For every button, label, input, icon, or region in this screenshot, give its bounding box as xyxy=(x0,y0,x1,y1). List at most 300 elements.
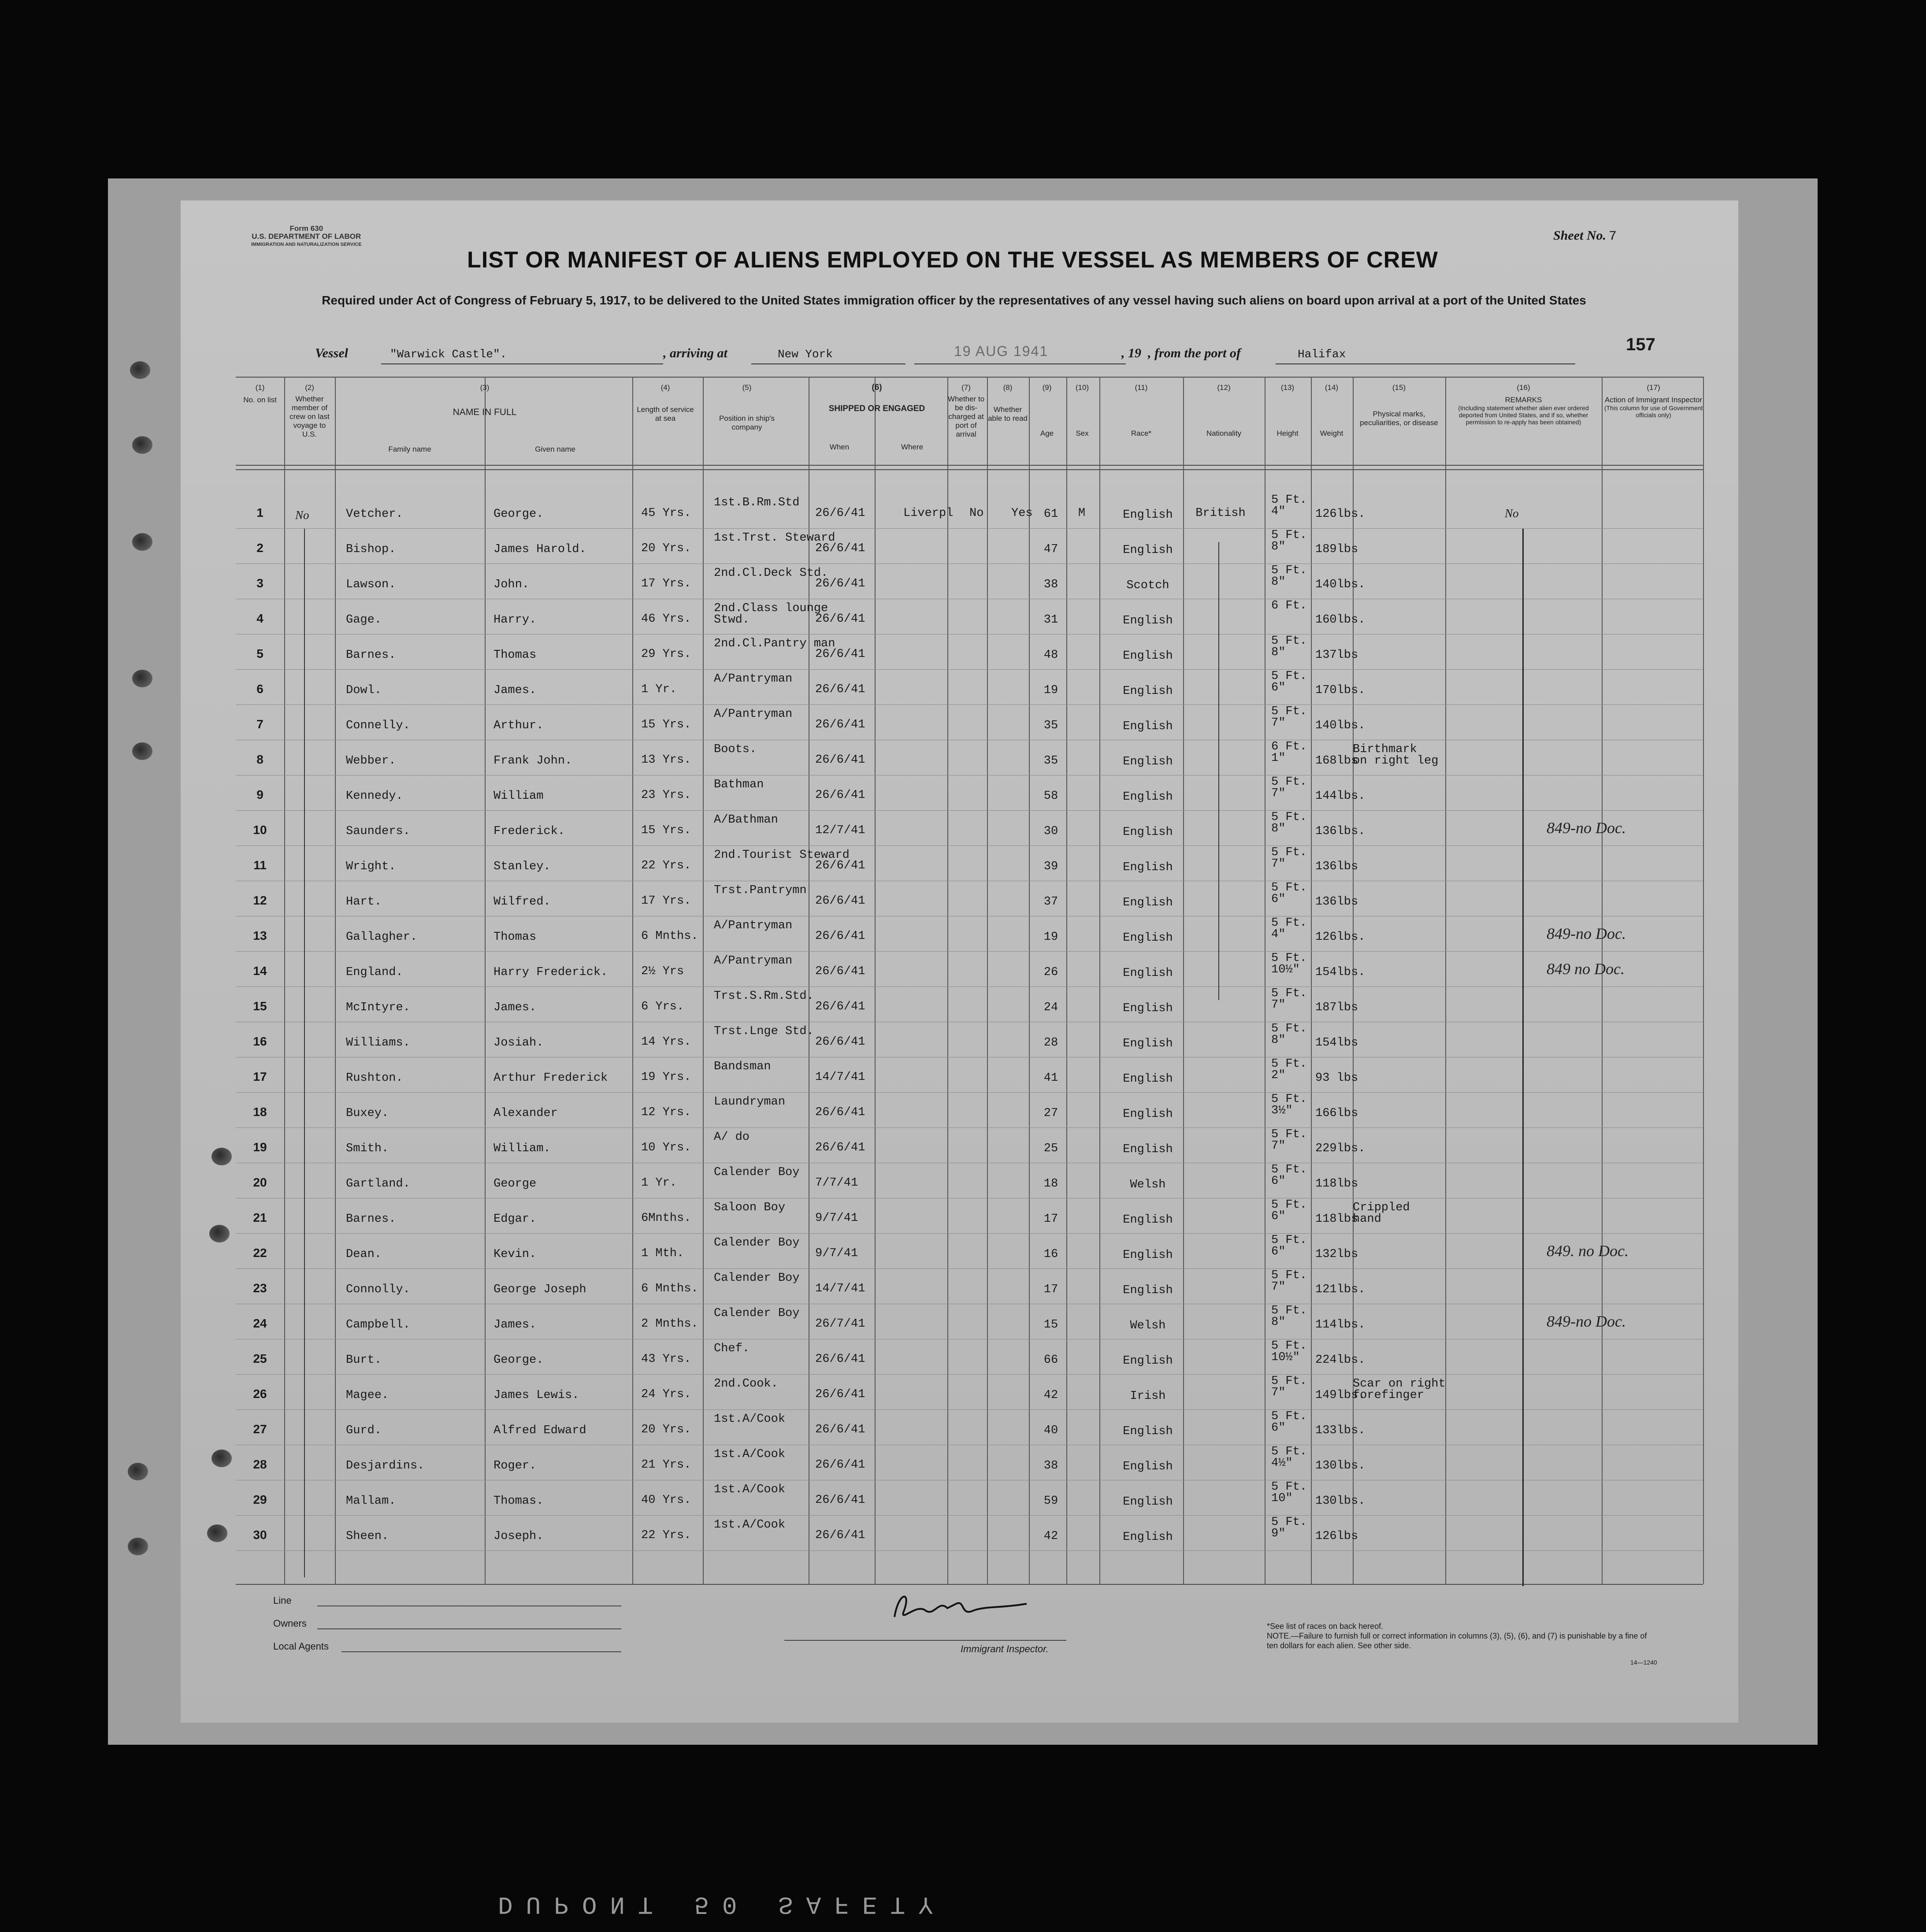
row-number: 25 xyxy=(253,1352,267,1365)
col6-header: (6) SHIPPED OR ENGAGED xyxy=(828,383,925,413)
height: 5 Ft. 10½" xyxy=(1271,1339,1307,1364)
race: Scotch xyxy=(1126,579,1169,592)
row-number: 28 xyxy=(253,1457,267,1471)
arriving-label: , arriving at xyxy=(663,346,727,360)
height: 5 Ft. 7" xyxy=(1271,775,1307,800)
inspector-signature xyxy=(886,1586,1040,1630)
length-of-service: 40 Yrs. xyxy=(641,1494,691,1507)
race: English xyxy=(1123,861,1173,874)
height: 5 Ft. 6" xyxy=(1271,670,1307,694)
col4-header: (4) Length of service at sea xyxy=(637,383,694,423)
age: 16 xyxy=(1043,1248,1058,1261)
row-number: 6 xyxy=(256,682,263,696)
age: 38 xyxy=(1043,578,1058,591)
age: 25 xyxy=(1043,1142,1058,1155)
from-port-label: , from the port of xyxy=(1148,346,1241,360)
col3-header: (3) NAME IN FULL xyxy=(453,383,517,417)
race: English xyxy=(1123,896,1173,909)
inspector-action: 849 no Doc. xyxy=(1547,960,1625,978)
age: 41 xyxy=(1043,1072,1058,1085)
family-name: Mallam. xyxy=(346,1494,396,1508)
race: English xyxy=(1123,1495,1173,1509)
age: 42 xyxy=(1043,1389,1058,1402)
arrival-port: New York xyxy=(778,348,833,361)
previous-voyage: No xyxy=(295,508,309,522)
race: English xyxy=(1123,1425,1173,1438)
age: 47 xyxy=(1043,543,1058,556)
given-name: Arthur Frederick xyxy=(494,1072,608,1085)
ship-position: Bathman xyxy=(714,778,764,791)
ship-position: 1st.B.Rm.Std xyxy=(714,496,800,509)
physical-marks: Birthmark on right leg xyxy=(1353,743,1439,768)
ship-position: Bandsman xyxy=(714,1060,771,1073)
family-name: Gartland. xyxy=(346,1177,410,1190)
ship-position: A/Pantryman xyxy=(714,672,793,686)
row-number: 20 xyxy=(253,1176,267,1189)
engaged-date: 14/7/41 xyxy=(815,1282,865,1295)
from-port: Halifax xyxy=(1298,348,1346,361)
weight: 114lbs. xyxy=(1315,1318,1366,1331)
table-row xyxy=(236,1198,1703,1234)
family-name: Saunders. xyxy=(346,825,410,838)
from-port-underline xyxy=(1276,363,1575,364)
row-number: 22 xyxy=(253,1246,267,1260)
ship-position: Trst.Pantrymn xyxy=(714,884,807,897)
given-name: James. xyxy=(494,1318,537,1331)
year-label: , 19 xyxy=(1121,346,1141,360)
ship-position: A/Bathman xyxy=(714,813,778,827)
race: English xyxy=(1123,1037,1173,1050)
race: English xyxy=(1123,1531,1173,1544)
weight: 137lbs xyxy=(1315,649,1358,662)
given-name: Thomas xyxy=(494,649,537,662)
age: 61 xyxy=(1043,508,1058,521)
height: 5 Ft. 7" xyxy=(1271,1128,1307,1153)
punch-hole-icon xyxy=(212,1450,232,1467)
ship-position: 2nd.Cl.Deck Std. xyxy=(714,567,828,580)
age: 17 xyxy=(1043,1213,1058,1226)
age: 24 xyxy=(1043,1001,1058,1014)
when-header: When xyxy=(829,443,850,451)
table-row xyxy=(236,1410,1703,1445)
given-name: Edgar. xyxy=(494,1213,537,1226)
length-of-service: 14 Yrs. xyxy=(641,1035,691,1049)
height: 6 Ft. xyxy=(1271,599,1307,612)
height: 5 Ft. 2" xyxy=(1271,1057,1307,1082)
age: 15 xyxy=(1043,1318,1058,1331)
weight: 126lbs xyxy=(1315,1530,1358,1543)
ship-position: Trst.S.Rm.Std. xyxy=(714,990,814,1003)
row-number: 8 xyxy=(256,753,263,766)
row-number: 16 xyxy=(253,1035,267,1048)
age: 26 xyxy=(1043,966,1058,979)
weight: 136lbs xyxy=(1315,895,1358,909)
row-number: 19 xyxy=(253,1140,267,1154)
age: 30 xyxy=(1043,825,1058,838)
given-name: William xyxy=(494,790,544,803)
film-edge-print: DUPONT 50 SAFETY xyxy=(498,1890,946,1918)
race: English xyxy=(1123,1354,1173,1368)
table-row xyxy=(236,846,1703,881)
race: English xyxy=(1123,1002,1173,1015)
height: 6 Ft. 1" xyxy=(1271,740,1307,765)
given-name: Thomas xyxy=(494,931,537,944)
ship-position: Calender Boy xyxy=(714,1307,800,1320)
race: English xyxy=(1123,544,1173,557)
date-underline xyxy=(914,363,1126,364)
ship-position: 2nd.Cl.Pantry man xyxy=(714,637,835,650)
family-name: Connelly. xyxy=(346,719,410,732)
given-name: Thomas. xyxy=(494,1494,544,1508)
ship-position: 2nd.Tourist Steward xyxy=(714,849,850,862)
engaged-date: 26/6/41 xyxy=(815,1141,865,1154)
length-of-service: 6Mnths. xyxy=(641,1212,691,1225)
col11-header: (11) Race* xyxy=(1131,383,1152,438)
length-of-service: 20 Yrs. xyxy=(641,1423,691,1436)
height: 5 Ft. 7" xyxy=(1271,1375,1307,1399)
vessel-underline xyxy=(381,363,663,364)
height: 5 Ft. 7" xyxy=(1271,846,1307,871)
family-name: Kennedy. xyxy=(346,790,403,803)
given-name: Harry Frederick. xyxy=(494,966,608,979)
age: 31 xyxy=(1043,613,1058,627)
age: 66 xyxy=(1043,1354,1058,1367)
length-of-service: 6 Yrs. xyxy=(641,1000,684,1013)
length-of-service: 10 Yrs. xyxy=(641,1141,691,1154)
weight: 229lbs. xyxy=(1315,1142,1366,1155)
sex: M xyxy=(1078,507,1086,520)
engaged-date: 26/6/41 xyxy=(815,859,865,872)
engaged-date: 26/6/41 xyxy=(815,718,865,731)
weight: 189lbs xyxy=(1315,543,1358,556)
race: English xyxy=(1123,649,1173,663)
punch-hole-icon xyxy=(128,1463,148,1480)
height: 5 Ft. 4" xyxy=(1271,916,1307,941)
engaged-place: Liverpl xyxy=(903,507,954,520)
row-number: 9 xyxy=(256,788,263,801)
engaged-date: 26/6/41 xyxy=(815,1458,865,1472)
weight: 121lbs. xyxy=(1315,1283,1366,1296)
ship-position: 1st.Trst. Steward xyxy=(714,531,835,545)
weight: 140lbs. xyxy=(1315,719,1366,732)
engaged-date: 26/6/41 xyxy=(815,507,865,520)
weight: 118lbs xyxy=(1315,1213,1358,1226)
weight: 187lbs xyxy=(1315,1001,1358,1014)
engaged-date: 26/6/41 xyxy=(815,648,865,661)
age: 42 xyxy=(1043,1530,1058,1543)
engaged-date: 26/6/41 xyxy=(815,1529,865,1542)
table-row xyxy=(236,599,1703,634)
row-number: 27 xyxy=(253,1422,267,1436)
family-name: Wright. xyxy=(346,860,396,873)
age: 17 xyxy=(1043,1283,1058,1296)
discharge-at-port: No xyxy=(969,507,984,520)
col7-header: (7) Whether to be dis-charged at port of arrival xyxy=(947,383,985,438)
height: 5 Ft. 8" xyxy=(1271,1304,1307,1329)
length-of-service: 19 Yrs. xyxy=(641,1071,691,1084)
punch-hole-icon xyxy=(209,1225,230,1242)
height: 5 Ft. 6" xyxy=(1271,881,1307,906)
physical-marks: Scar on right forefinger xyxy=(1353,1377,1446,1402)
ship-position: 2nd.Cook. xyxy=(714,1377,778,1391)
height: 5 Ft. 6" xyxy=(1271,1163,1307,1188)
col10-header: (10) Sex xyxy=(1075,383,1089,438)
family-name: Gurd. xyxy=(346,1424,382,1437)
table-row xyxy=(236,493,1703,529)
given-name: Harry. xyxy=(494,613,537,627)
ditto-line xyxy=(304,529,305,1577)
engaged-date: 9/7/41 xyxy=(815,1212,858,1225)
table-row xyxy=(236,705,1703,740)
ship-position: 1st.A/Cook xyxy=(714,1518,786,1532)
inspector-action: 849-no Doc. xyxy=(1547,1313,1626,1330)
form-code: 14—1240 xyxy=(1630,1659,1657,1666)
row-number: 30 xyxy=(253,1528,267,1542)
given-name: Josiah. xyxy=(494,1036,544,1049)
age: 58 xyxy=(1043,790,1058,803)
table-row xyxy=(236,775,1703,811)
length-of-service: 22 Yrs. xyxy=(641,859,691,872)
length-of-service: 23 Yrs. xyxy=(641,789,691,802)
engaged-date: 26/6/41 xyxy=(815,1388,865,1401)
page-title: LIST OR MANIFEST OF ALIENS EMPLOYED ON THE VESSEL AS MEMBERS OF CREW xyxy=(467,247,1438,273)
family-name: Williams. xyxy=(346,1036,410,1049)
weight: 154lbs. xyxy=(1315,966,1366,979)
punch-hole-icon xyxy=(132,533,152,551)
row-number: 29 xyxy=(253,1493,267,1506)
col16-header: (16) REMARKS (Including statement whether alien ever ordered deported from United States, and if so, whether permission to re-apply has been obtained) xyxy=(1458,383,1589,426)
ship-position: A/Pantryman xyxy=(714,919,793,932)
vessel-label: Vessel xyxy=(315,346,348,360)
age: 37 xyxy=(1043,895,1058,909)
table-row xyxy=(236,1375,1703,1410)
age: 38 xyxy=(1043,1459,1058,1472)
ship-position: Calender Boy xyxy=(714,1236,800,1250)
weight: 149lbs. xyxy=(1315,1389,1366,1402)
family-name: Vetcher. xyxy=(346,508,403,521)
table-row xyxy=(236,1516,1703,1551)
row-number: 1 xyxy=(256,506,263,519)
age: 28 xyxy=(1043,1036,1058,1049)
given-name: George. xyxy=(494,508,544,521)
table-row xyxy=(236,1445,1703,1480)
row-number: 3 xyxy=(256,576,263,590)
age: 48 xyxy=(1043,649,1058,662)
family-name: Rushton. xyxy=(346,1072,403,1085)
family-name: Magee. xyxy=(346,1389,389,1402)
col2-header: (2) Whether member of crew on last voyage to U.S. xyxy=(289,383,330,438)
inspector-action: 849. no Doc. xyxy=(1547,1242,1629,1260)
weight: 118lbs xyxy=(1315,1177,1358,1190)
race: Irish xyxy=(1130,1390,1166,1403)
given-name: Frederick. xyxy=(494,825,565,838)
punch-hole-icon xyxy=(132,742,152,760)
table-row xyxy=(236,952,1703,987)
given-name: John. xyxy=(494,578,530,591)
family-name: Desjardins. xyxy=(346,1459,425,1472)
height: 5 Ft. 8" xyxy=(1271,564,1307,589)
length-of-service: 12 Yrs. xyxy=(641,1106,691,1119)
family-name: Gallagher. xyxy=(346,931,418,944)
table-row xyxy=(236,1234,1703,1269)
ship-position: Trst.Lnge Std. xyxy=(714,1025,814,1038)
ship-position: 2nd.Class lounge Stwd. xyxy=(714,602,828,627)
weight: 166lbs xyxy=(1315,1107,1358,1120)
race: English xyxy=(1123,1460,1173,1473)
form-number: Form 630 xyxy=(289,224,323,233)
engaged-date: 26/6/41 xyxy=(815,1035,865,1049)
family-name: Gage. xyxy=(346,613,382,627)
given-name: Joseph. xyxy=(494,1530,544,1543)
row-number: 24 xyxy=(253,1316,267,1330)
family-name: Smith. xyxy=(346,1142,389,1155)
length-of-service: 13 Yrs. xyxy=(641,753,691,767)
table-row xyxy=(236,811,1703,846)
engaged-date: 26/6/41 xyxy=(815,965,865,978)
height: 5 Ft. 7" xyxy=(1271,1269,1307,1294)
length-of-service: 21 Yrs. xyxy=(641,1458,691,1472)
ship-position: Calender Boy xyxy=(714,1272,800,1285)
able-to-read: Yes xyxy=(1011,507,1033,520)
race: Welsh xyxy=(1130,1319,1166,1332)
age: 18 xyxy=(1043,1177,1058,1190)
race: English xyxy=(1123,1072,1173,1086)
table-row xyxy=(236,1057,1703,1093)
col17-header: (17) Action of Immigrant Inspector (This column for use of Government officials only) xyxy=(1604,383,1703,419)
vessel-name: "Warwick Castle". xyxy=(390,348,507,361)
row-number: 21 xyxy=(253,1211,267,1224)
race: English xyxy=(1123,1108,1173,1121)
table-row xyxy=(236,881,1703,916)
weight: 224lbs. xyxy=(1315,1354,1366,1367)
height: 5 Ft. 7" xyxy=(1271,987,1307,1012)
footer-owners-field: Owners xyxy=(273,1618,307,1629)
col15-header: (15) Physical marks, peculiarities, or disease xyxy=(1360,383,1438,427)
punch-hole-icon xyxy=(132,436,152,454)
race: English xyxy=(1123,826,1173,839)
engaged-date: 26/6/41 xyxy=(815,683,865,696)
family-name: Burt. xyxy=(346,1354,382,1367)
length-of-service: 1 Yr. xyxy=(641,1176,677,1190)
height: 5 Ft. 10" xyxy=(1271,1480,1307,1505)
race: English xyxy=(1123,614,1173,627)
col5-header: (5) Position in ship's company xyxy=(719,383,775,431)
col14-header: (14) Weight xyxy=(1320,383,1343,438)
height: 5 Ft. 8" xyxy=(1271,1022,1307,1047)
nationality: British xyxy=(1195,507,1246,520)
footer-local-agents-field: Local Agents xyxy=(273,1641,329,1652)
length-of-service: 45 Yrs. xyxy=(641,507,691,520)
family-name: Barnes. xyxy=(346,1213,396,1226)
engaged-date: 26/6/41 xyxy=(815,1000,865,1013)
table-row xyxy=(236,1269,1703,1304)
col9-header: (9) Age xyxy=(1040,383,1054,438)
height: 5 Ft. 3½" xyxy=(1271,1093,1307,1117)
engaged-date: 26/6/41 xyxy=(815,612,865,626)
engaged-date: 26/6/41 xyxy=(815,930,865,943)
engaged-date: 26/7/41 xyxy=(815,1317,865,1331)
weight: 133lbs. xyxy=(1315,1424,1366,1437)
ship-position: 1st.A/Cook xyxy=(714,1483,786,1496)
engaged-date: 14/7/41 xyxy=(815,1071,865,1084)
family-name: Hart. xyxy=(346,895,382,909)
table-row xyxy=(236,634,1703,670)
given-name: William. xyxy=(494,1142,551,1155)
row-number: 18 xyxy=(253,1105,267,1119)
length-of-service: 20 Yrs. xyxy=(641,542,691,555)
length-of-service: 17 Yrs. xyxy=(641,894,691,908)
height: 5 Ft. 6" xyxy=(1271,1198,1307,1223)
col1-header: (1) No. on list xyxy=(243,383,277,404)
table-row xyxy=(236,1480,1703,1516)
sheet-number-value: 7 xyxy=(1609,229,1617,244)
race: English xyxy=(1123,1213,1173,1227)
race: English xyxy=(1123,508,1173,522)
inspector-action: 849-no Doc. xyxy=(1547,819,1626,837)
table-row xyxy=(236,740,1703,775)
footer-line-field: Line xyxy=(273,1595,292,1606)
length-of-service: 29 Yrs. xyxy=(641,648,691,661)
row-number: 13 xyxy=(253,929,267,942)
engaged-date: 26/6/41 xyxy=(815,577,865,590)
length-of-service: 15 Yrs. xyxy=(641,824,691,837)
given-name: James Harold. xyxy=(494,543,586,556)
length-of-service: 2½ Yrs xyxy=(641,965,684,978)
table-row xyxy=(236,916,1703,952)
row-number: 26 xyxy=(253,1387,267,1401)
family-name: Webber. xyxy=(346,754,396,768)
given-name: James. xyxy=(494,684,537,697)
family-name-header: Family name xyxy=(388,445,431,453)
given-name: Frank John. xyxy=(494,754,572,768)
given-name: Wilfred. xyxy=(494,895,551,909)
height: 5 Ft. 8" xyxy=(1271,634,1307,659)
given-name: George Joseph xyxy=(494,1283,586,1296)
department-name: U.S. DEPARTMENT OF LABOR xyxy=(252,232,361,241)
family-name: Sheen. xyxy=(346,1530,389,1543)
given-name: George xyxy=(494,1177,537,1190)
family-name: Connolly. xyxy=(346,1283,410,1296)
family-name: Lawson. xyxy=(346,578,396,591)
engaged-date: 26/6/41 xyxy=(815,753,865,767)
crew-rows xyxy=(236,493,1703,1551)
weight: 130lbs. xyxy=(1315,1459,1366,1472)
ship-position: Boots. xyxy=(714,743,757,756)
punch-hole-icon xyxy=(207,1524,227,1542)
race: English xyxy=(1123,790,1173,804)
given-name-header: Given name xyxy=(535,445,575,453)
table-row xyxy=(236,1163,1703,1198)
family-name: Dean. xyxy=(346,1248,382,1261)
weight: 168lbs xyxy=(1315,754,1358,768)
ship-position: Calender Boy xyxy=(714,1166,800,1179)
table-row xyxy=(236,1022,1703,1057)
weight: 132lbs xyxy=(1315,1248,1358,1261)
ditto-line xyxy=(1522,529,1524,1586)
race: English xyxy=(1123,720,1173,733)
length-of-service: 6 Mnths. xyxy=(641,930,698,943)
col12-header: (12) Nationality xyxy=(1206,383,1242,438)
page-subtitle: Required under Act of Congress of February 5, 1917, to be delivered to the United States immigration officer by the representatives of any vessel having such aliens on board upon arrival at a port of the United States xyxy=(322,293,1586,307)
height: 5 Ft. 4" xyxy=(1271,493,1307,518)
row-number: 4 xyxy=(256,612,263,625)
ship-position: Chef. xyxy=(714,1342,750,1355)
page-number: 157 xyxy=(1626,335,1655,354)
remarks: No xyxy=(1505,507,1519,520)
col13-header: (13) Height xyxy=(1277,383,1299,438)
col8-header: (8) Whether able to read xyxy=(988,383,1028,423)
footer-notes: *See list of races on back hereof. NOTE.—Failure to furnish full or correct information in columns (3), (5), (6), and (7) is punishable by a fine of ten dollars for each alien. See other side. xyxy=(1267,1622,1647,1650)
